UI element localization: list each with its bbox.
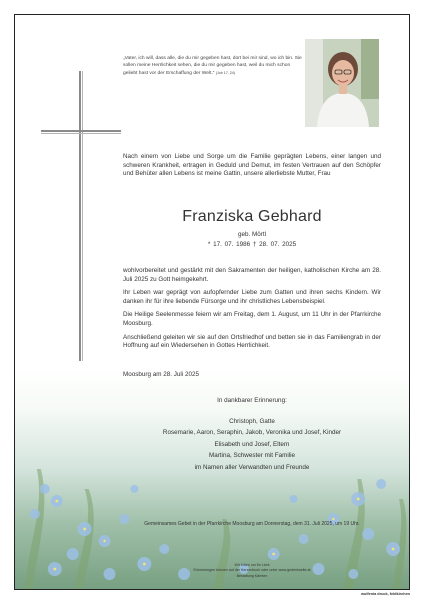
quote-text: „Vater, ich will, dass alle, die du mir gegeben hast, dort bei mir sind, wo ich bin. Sie sollen meine Herrlichkeit sehen, die du mir gegeben hast, weil du mich schon geliebt hast vor der Erschaffung der Welt.“ bbox=[123, 56, 302, 76]
printer-credit: wulfenia druck, feldkirchen bbox=[361, 592, 410, 596]
quote-source: (Joh 17, 24) bbox=[215, 70, 235, 75]
mourner-line: im Namen aller Verwandten und Freunde bbox=[194, 463, 310, 471]
mourner-line: Christoph, Gatte bbox=[229, 417, 275, 425]
mourner-line: Martina, Schwester mit Familie bbox=[208, 452, 296, 459]
paragraph-life: Ihr Leben war geprägt von aufopfernder Liebe zum Gatten und ihren sechs Kindern. Wir danken ihr für ihre liebende Fürsorge und ihr christliches Lebensbeispiel. bbox=[123, 289, 381, 305]
mourner-line: Elisabeth und Josef, Eltern bbox=[214, 440, 290, 448]
portrait-illustration bbox=[305, 39, 379, 127]
paragraph-sacraments: wohlvorbereitet und gestärkt mit den Sakramenten der heiligen, katholischen Kirche am 28. Juli 2025 zu Gott heimgekehrt. bbox=[123, 267, 381, 283]
deceased-name: Franziska Gebhard bbox=[182, 208, 322, 225]
cross-icon bbox=[41, 71, 121, 361]
mourner-line: Rosemarie, Aaron, Seraphin, Jakob, Veronika und Josef, Kinder bbox=[162, 429, 342, 436]
footnote-line: Bestattung Kärnten bbox=[236, 573, 268, 578]
footnote-line: Erinnerungen können auf der Kerzenbuch oder unter www.gedenkseite.at bbox=[193, 568, 311, 573]
bible-quote bbox=[123, 55, 303, 77]
intro-text: Nach einem von Liebe und Sorge um die Familie geprägten Lebens, einer langen und schweren Krankheit, ertragen in Geduld und Demut, im festen Vertrauen auf den Schöpfer und Behüter allen Lebens ist meine Gattin, unsere allerliebste Mutter, Frau bbox=[123, 153, 381, 178]
obituary-card bbox=[14, 14, 410, 590]
mourning-section bbox=[123, 395, 381, 473]
mourners-list bbox=[123, 416, 381, 474]
footnote bbox=[123, 563, 381, 579]
portrait-photo bbox=[305, 39, 379, 127]
place-date: Moosburg am 28. Juli 2025 bbox=[123, 371, 199, 378]
life-dates: * 17. 07. 1986 † 28. 07. 2025 bbox=[207, 241, 297, 248]
paragraph-burial: Anschließend geleiten wir sie auf den Ortsfriedhof und betten sie in das Familiengrab in der Hoffnung auf ein Wiedersehen in Gottes Herrlichkeit. bbox=[123, 333, 381, 350]
obituary-body bbox=[123, 267, 381, 356]
maiden-name: geb. Mörtl bbox=[238, 231, 266, 238]
paragraph-mass: Die Heilige Seelenmesse feiern wir am Freitag, dem 1. August, um 11 Uhr in der Pfarrkirche Moosburg. bbox=[123, 311, 381, 327]
prayer-notice: Gemeinsames Gebet in der Pfarrkirche Moosburg am Donnerstag, dem 31. Juli 2025, um 19 Uhr. bbox=[144, 521, 360, 527]
mourning-heading: In dankbarer Erinnerung: bbox=[217, 397, 287, 404]
footnote-line: Wir bitten um Ihr Licht bbox=[234, 563, 270, 567]
